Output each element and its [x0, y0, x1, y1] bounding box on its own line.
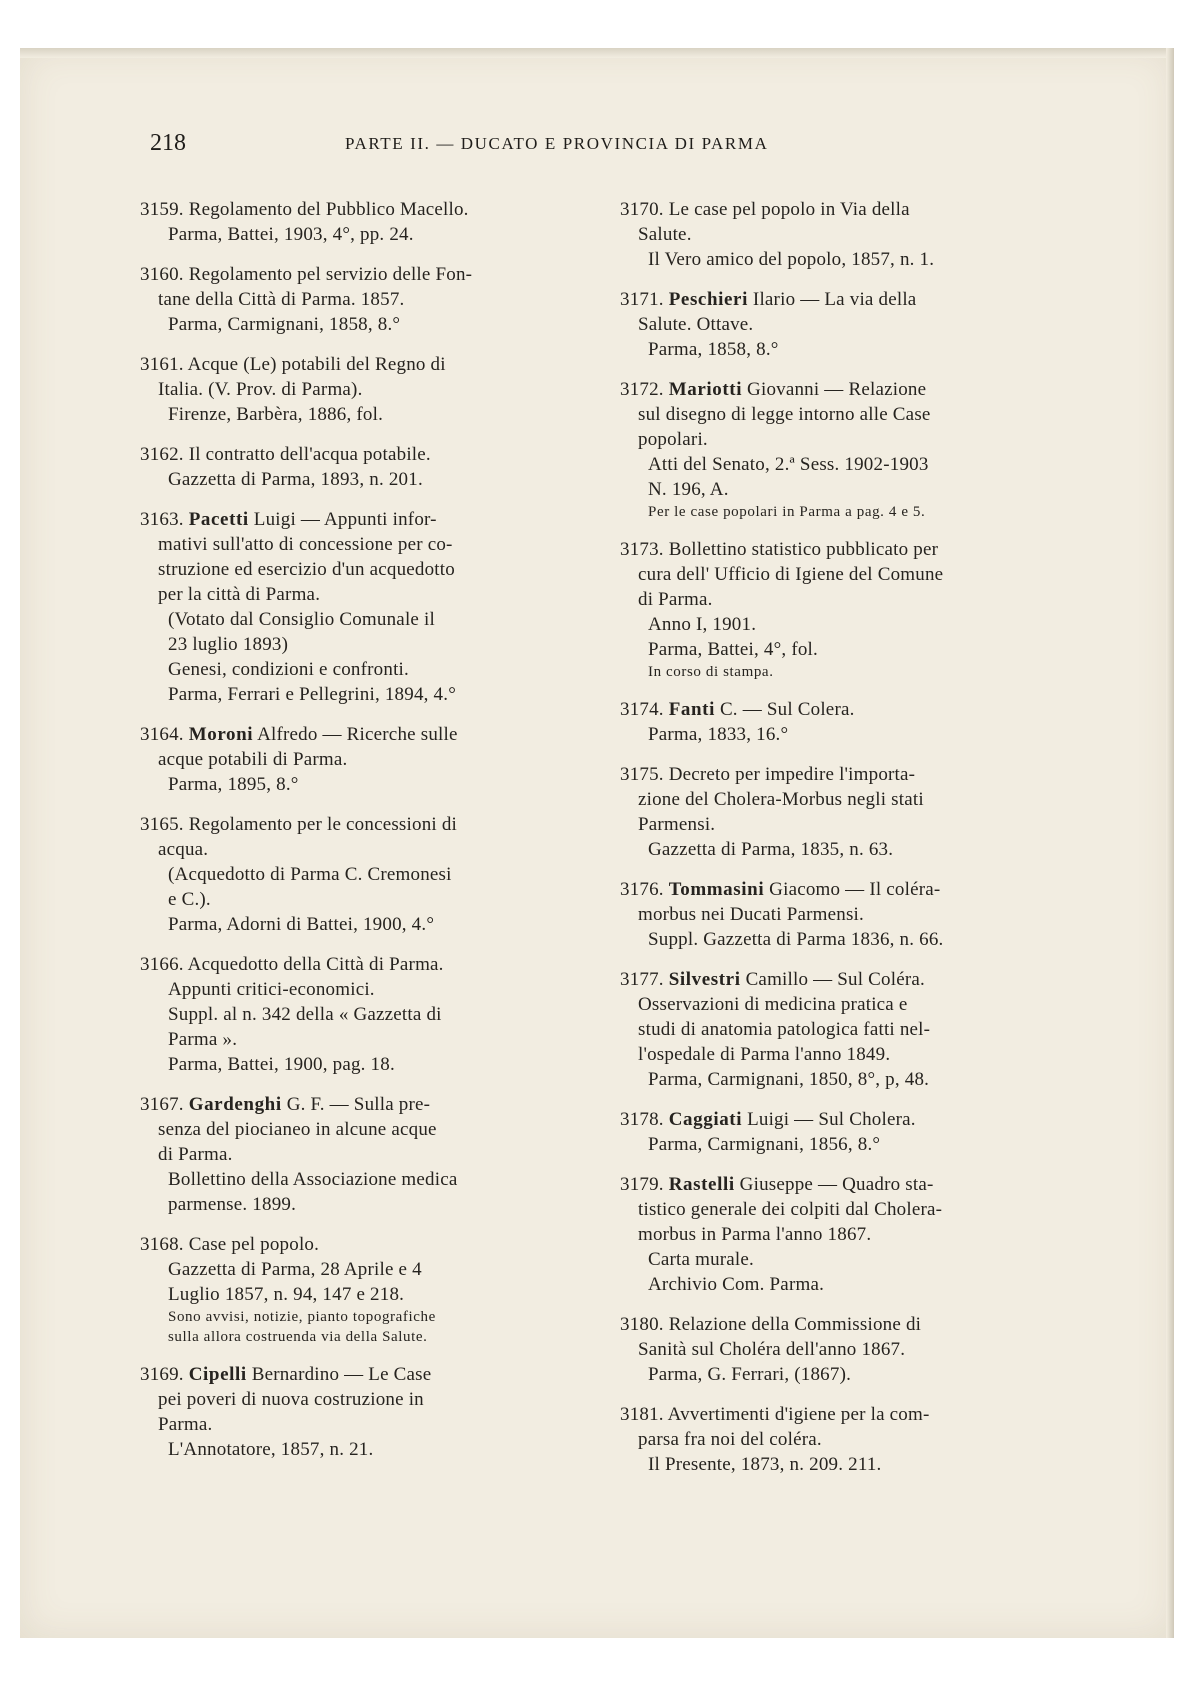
entry-title: Il contratto dell'acqua potabile. — [188, 444, 431, 465]
entry-imprint: Anno I, 1901. — [648, 614, 757, 635]
entry-title-continued: l'ospedale di Parma l'anno 1849. — [638, 1044, 891, 1065]
entry-title-continued: senza del piocianeo in alcune acque — [158, 1119, 437, 1140]
entry-imprint: Archivio Com. Parma. — [648, 1274, 825, 1295]
entry-imprint: Gazzetta di Parma, 1835, n. 63. — [648, 839, 894, 860]
entry-imprint: (Votato dal Consiglio Comunale il — [168, 609, 435, 630]
entry-author: Rastelli — [668, 1174, 735, 1195]
entry-title-continued: Salute. — [638, 224, 692, 245]
entry-title: Giuseppe — Quadro sta- — [739, 1174, 934, 1195]
entry-number: 3169. — [140, 1364, 184, 1385]
entry-imprint: parmense. 1899. — [168, 1194, 297, 1215]
entry-number: 3168. — [140, 1234, 184, 1255]
entry-number: 3159. — [140, 199, 184, 220]
entry-first-line — [140, 262, 590, 287]
entry-number: 3163. — [140, 509, 184, 530]
entry-first-line — [620, 1172, 1062, 1197]
entry-first-line — [140, 507, 590, 532]
entry-title-continued: tistico generale dei colpiti dal Cholera- — [638, 1199, 943, 1220]
entry-first-line — [620, 197, 1062, 222]
entry-title: Regolamento pel servizio delle Fon- — [188, 264, 473, 285]
entry-author: Caggiati — [668, 1109, 743, 1130]
entry-imprint: e C.). — [168, 889, 211, 910]
entry-number: 3173. — [620, 539, 664, 560]
scan-edge-right — [1166, 48, 1174, 1638]
entry-first-line — [140, 1232, 590, 1257]
entry-first-line — [140, 812, 590, 837]
bibliography-entry — [140, 442, 590, 492]
entry-title: Bernardino — Le Case — [251, 1364, 432, 1385]
scan-edge-top — [20, 48, 1174, 58]
entry-title: Ilario — La via della — [752, 289, 917, 310]
entry-first-line — [140, 952, 590, 977]
entry-imprint: Il Vero amico del popolo, 1857, n. 1. — [648, 249, 935, 270]
entry-imprint: Parma, 1833, 16.° — [648, 724, 789, 745]
entry-title-continued: Sanità sul Choléra dell'anno 1867. — [638, 1339, 906, 1360]
entry-number: 3171. — [620, 289, 664, 310]
entry-imprint: N. 196, A. — [648, 479, 729, 500]
entry-imprint: Parma, Ferrari e Pellegrini, 1894, 4.° — [168, 684, 456, 705]
entry-imprint: Parma, 1858, 8.° — [648, 339, 779, 360]
entry-title-continued: studi di anatomia patologica fatti nel- — [638, 1019, 931, 1040]
entry-imprint: Suppl. al n. 342 della « Gazzetta di — [168, 1004, 442, 1025]
bibliography-entry — [140, 197, 590, 247]
entry-imprint: (Acquedotto di Parma C. Cremonesi — [168, 864, 452, 885]
bibliography-entry — [140, 812, 590, 937]
entry-author: Cipelli — [188, 1364, 247, 1385]
entry-title: Le case pel popolo in Via della — [668, 199, 910, 220]
entry-title-continued: acque potabili di Parma. — [158, 749, 348, 770]
bibliography-entry — [140, 1092, 590, 1217]
entry-imprint: Parma, Adorni di Battei, 1900, 4.° — [168, 914, 435, 935]
left-column — [140, 197, 590, 1477]
bibliography-entry — [140, 262, 590, 337]
entry-imprint: Parma ». — [168, 1029, 238, 1050]
entry-title-continued: sul disegno di legge intorno alle Case — [638, 404, 931, 425]
entry-number: 3161. — [140, 354, 184, 375]
entry-title: Avvertimenti d'igiene per la com- — [667, 1404, 930, 1425]
bibliography-entry — [140, 1362, 590, 1462]
entry-first-line — [620, 762, 1062, 787]
entry-note: Per le case popolari in Parma a pag. 4 e 5. — [648, 504, 926, 520]
entry-number: 3170. — [620, 199, 664, 220]
entry-title-continued: Italia. (V. Prov. di Parma). — [158, 379, 363, 400]
entry-imprint: Gazzetta di Parma, 28 Aprile e 4 — [168, 1259, 422, 1280]
entry-title-continued: per la città di Parma. — [158, 584, 321, 605]
entry-title-continued: mativi sull'atto di concessione per co- — [158, 534, 453, 555]
entry-author: Pacetti — [188, 509, 249, 530]
entry-title: Acquedotto della Città di Parma. — [187, 954, 444, 975]
entry-title: Camillo — Sul Coléra. — [745, 969, 925, 990]
entry-imprint: 23 luglio 1893) — [168, 634, 289, 655]
entry-number: 3172. — [620, 379, 664, 400]
bibliography-entry — [620, 697, 1062, 747]
entry-imprint: Carta murale. — [648, 1249, 754, 1270]
page-number: 218 — [150, 130, 186, 156]
entry-imprint: Parma, Battei, 4°, fol. — [648, 639, 818, 660]
entry-title-continued: pei poveri di nuova costruzione in — [158, 1389, 424, 1410]
entry-imprint: Parma, Battei, 1900, pag. 18. — [168, 1054, 395, 1075]
entry-title-continued: parsa fra noi del coléra. — [638, 1429, 822, 1450]
entry-title: Giovanni — Relazione — [747, 379, 927, 400]
entry-author: Fanti — [668, 699, 715, 720]
entry-first-line — [620, 967, 1062, 992]
entry-first-line — [140, 722, 590, 747]
entry-number: 3179. — [620, 1174, 664, 1195]
bibliography-entry — [620, 377, 1062, 522]
entry-author: Gardenghi — [188, 1094, 282, 1115]
entry-first-line — [140, 442, 590, 467]
entry-number: 3165. — [140, 814, 184, 835]
entry-number: 3174. — [620, 699, 664, 720]
entry-title: Regolamento per le concessioni di — [188, 814, 458, 835]
entry-title-continued: zione del Cholera-Morbus negli stati — [638, 789, 924, 810]
right-column — [620, 197, 1062, 1492]
entry-author: Moroni — [188, 724, 254, 745]
entry-title-continued: Parma. — [158, 1414, 213, 1435]
entry-imprint: Parma, Carmignani, 1850, 8°, p, 48. — [648, 1069, 930, 1090]
entry-number: 3160. — [140, 264, 184, 285]
entry-title: Regolamento del Pubblico Macello. — [188, 199, 469, 220]
entry-first-line — [620, 1402, 1062, 1427]
bibliography-entry — [620, 762, 1062, 862]
entry-first-line — [140, 352, 590, 377]
entry-imprint: Parma, Carmignani, 1858, 8.° — [168, 314, 401, 335]
entry-first-line — [620, 537, 1062, 562]
entry-number: 3178. — [620, 1109, 664, 1130]
entry-title: Bollettino statistico pubblicato per — [668, 539, 939, 560]
entry-first-line — [620, 287, 1062, 312]
entry-author: Tommasini — [668, 879, 765, 900]
entry-imprint: Parma, G. Ferrari, (1867). — [648, 1364, 852, 1385]
entry-first-line — [620, 377, 1062, 402]
entry-title-continued: Salute. Ottave. — [638, 314, 754, 335]
bibliography-entry — [620, 1172, 1062, 1297]
entry-note: In corso di stampa. — [648, 664, 774, 680]
running-head: PARTE II. — DUCATO E PROVINCIA DI PARMA — [345, 134, 769, 153]
entry-first-line — [620, 1312, 1062, 1337]
entry-title-continued: Parmensi. — [638, 814, 716, 835]
entry-imprint: Suppl. Gazzetta di Parma 1836, n. 66. — [648, 929, 944, 950]
entry-first-line — [140, 1362, 590, 1387]
entry-imprint: Atti del Senato, 2.ª Sess. 1902-1903 — [648, 454, 929, 475]
entry-author: Peschieri — [668, 289, 748, 310]
entry-imprint: Parma, 1895, 8.° — [168, 774, 299, 795]
entry-imprint: Bollettino della Associazione medica — [168, 1169, 458, 1190]
bibliography-entry — [620, 1312, 1062, 1387]
entry-title-continued: morbus nei Ducati Parmensi. — [638, 904, 864, 925]
entry-note: sulla allora costruenda via della Salute. — [168, 1329, 428, 1345]
entry-imprint: Il Presente, 1873, n. 209. 211. — [648, 1454, 882, 1475]
entry-title: Luigi — Appunti infor- — [253, 509, 437, 530]
entry-number: 3177. — [620, 969, 664, 990]
entry-imprint: Parma, Carmignani, 1856, 8.° — [648, 1134, 881, 1155]
entry-imprint: Parma, Battei, 1903, 4°, pp. 24. — [168, 224, 414, 245]
entry-first-line — [620, 697, 1062, 722]
entry-title-continued: cura dell' Ufficio di Igiene del Comune — [638, 564, 944, 585]
entry-imprint: Gazzetta di Parma, 1893, n. 201. — [168, 469, 423, 490]
entry-title-continued: morbus in Parma l'anno 1867. — [638, 1224, 872, 1245]
entry-author: Silvestri — [668, 969, 741, 990]
entry-title-continued: popolari. — [638, 429, 708, 450]
entry-title: G. F. — Sulla pre- — [286, 1094, 431, 1115]
entry-first-line — [140, 1092, 590, 1117]
bibliography-entry — [620, 537, 1062, 682]
entry-title-continued: di Parma. — [158, 1144, 233, 1165]
entry-title-continued: tane della Città di Parma. 1857. — [158, 289, 405, 310]
bibliography-entry — [620, 287, 1062, 362]
entry-number: 3181. — [620, 1404, 664, 1425]
entry-title-continued: acqua. — [158, 839, 209, 860]
entry-title: Alfredo — Ricerche sulle — [257, 724, 458, 745]
entry-imprint: Firenze, Barbèra, 1886, fol. — [168, 404, 384, 425]
bibliography-entry — [140, 507, 590, 707]
entry-number: 3167. — [140, 1094, 184, 1115]
entry-imprint: Genesi, condizioni e confronti. — [168, 659, 409, 680]
entry-imprint: Luglio 1857, n. 94, 147 e 218. — [168, 1284, 405, 1305]
bibliography-entry — [620, 1107, 1062, 1157]
entry-imprint: Appunti critici-economici. — [168, 979, 375, 1000]
entry-number: 3180. — [620, 1314, 664, 1335]
bibliography-entry — [140, 352, 590, 427]
entry-first-line — [620, 877, 1062, 902]
page-header — [150, 130, 1020, 162]
entry-title: Acque (Le) potabili del Regno di — [187, 354, 446, 375]
entry-title: Luigi — Sul Cholera. — [747, 1109, 916, 1130]
entry-note: Sono avvisi, notizie, pianto topografiche — [168, 1309, 436, 1325]
bibliography-entry — [620, 1402, 1062, 1477]
entry-imprint: L'Annotatore, 1857, n. 21. — [168, 1439, 374, 1460]
entry-number: 3164. — [140, 724, 184, 745]
entry-number: 3162. — [140, 444, 184, 465]
bibliography-entry — [140, 952, 590, 1077]
entry-number: 3175. — [620, 764, 664, 785]
entry-title: C. — Sul Colera. — [719, 699, 855, 720]
entry-first-line — [140, 197, 590, 222]
entry-number: 3166. — [140, 954, 184, 975]
bibliography-entry — [620, 967, 1062, 1092]
bibliography-entry — [140, 1232, 590, 1347]
entry-title: Case pel popolo. — [188, 1234, 320, 1255]
bibliography-entry — [620, 877, 1062, 952]
entry-first-line — [620, 1107, 1062, 1132]
bibliography-entry — [620, 197, 1062, 272]
entry-title-continued: struzione ed esercizio d'un acquedotto — [158, 559, 455, 580]
bibliography-entry — [140, 722, 590, 797]
entry-title-continued: Osservazioni di medicina pratica e — [638, 994, 908, 1015]
entry-title: Decreto per impedire l'importa- — [668, 764, 916, 785]
entry-number: 3176. — [620, 879, 664, 900]
entry-title-continued: di Parma. — [638, 589, 713, 610]
entry-title: Relazione della Commissione di — [668, 1314, 922, 1335]
entry-title: Giacomo — Il coléra- — [769, 879, 941, 900]
entry-author: Mariotti — [668, 379, 743, 400]
